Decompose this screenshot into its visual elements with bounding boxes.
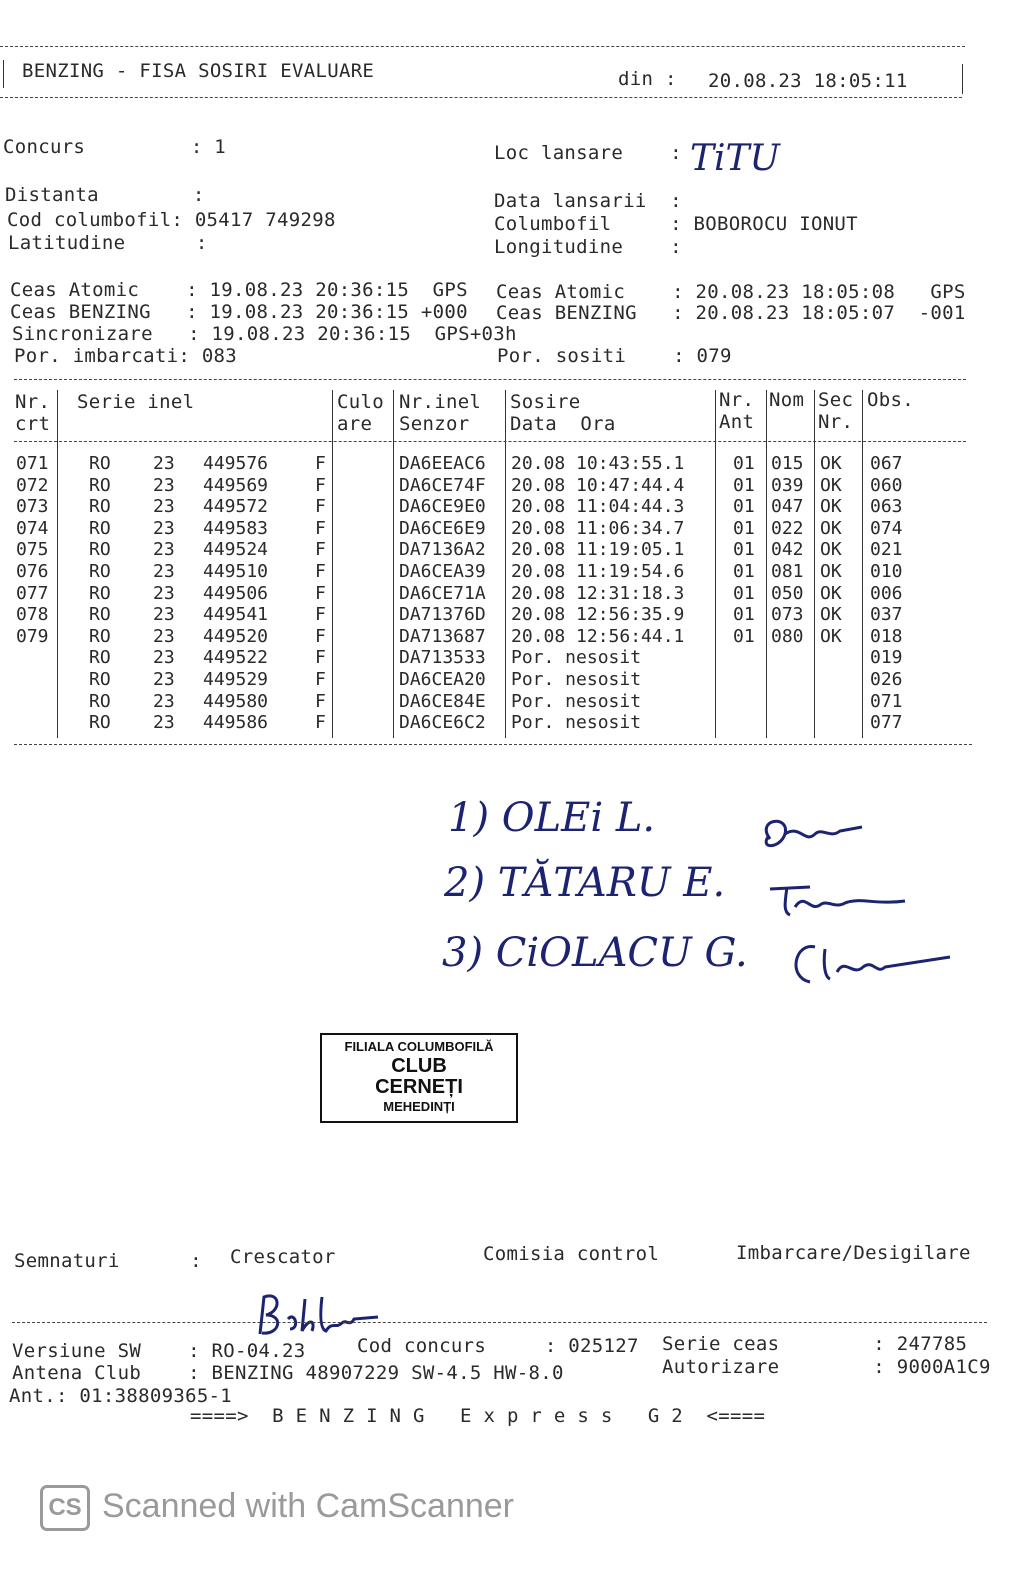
cell-obs: 018 xyxy=(870,625,903,647)
footer-express: ====> B E N Z I N G E x p r e s s G 2 <==== xyxy=(190,1405,766,1427)
cell-obs: 067 xyxy=(870,453,903,474)
sig-semnaturi: Semnaturi : xyxy=(14,1250,202,1272)
cell-tara: RO xyxy=(89,712,111,734)
cell-ant: 01 xyxy=(733,625,755,647)
col-sep-8 xyxy=(862,390,863,738)
table-top-rule xyxy=(14,379,966,380)
th-culoare-2: are xyxy=(337,413,373,435)
cell-senzor: DA6CEA20 xyxy=(399,669,486,690)
footer-top-rule xyxy=(12,1322,987,1323)
cell-nr: 075 xyxy=(16,539,49,561)
cell-inel: 449506 xyxy=(203,582,269,604)
cell-sex: F xyxy=(315,474,326,496)
cell-inel: 449580 xyxy=(203,690,269,712)
cell-sec: OK xyxy=(820,539,842,561)
handwritten-line-2: 2) TĂTARU E. xyxy=(444,860,726,906)
cell-an: 23 xyxy=(153,561,175,582)
info-latitudine: Latitudine : xyxy=(8,232,208,254)
cell-tara: RO xyxy=(89,690,111,712)
cell-sex: F xyxy=(315,712,326,734)
cell-nom: 015 xyxy=(771,453,804,474)
info-longitudine: Longitudine : xyxy=(494,236,682,258)
cell-sex: F xyxy=(315,453,326,474)
th-data-ora: Data Ora xyxy=(510,413,616,435)
cell-sosire: 20.08 12:56:44.1 xyxy=(511,625,685,647)
cell-sosire: 20.08 10:47:44.4 xyxy=(511,474,685,496)
header-din-label: din : xyxy=(618,68,677,90)
cell-sosire: 20.08 11:19:05.1 xyxy=(511,539,685,561)
cell-sex: F xyxy=(315,561,326,582)
col-sep-3 xyxy=(393,390,394,738)
cell-nom: 039 xyxy=(771,474,804,496)
cell-senzor: DA713533 xyxy=(399,647,486,669)
info-ceas-atomic-right: Ceas Atomic : 20.08.23 18:05:08 GPS xyxy=(496,281,966,303)
info-sincronizare: Sincronizare : 19.08.23 20:36:15 GPS+03h xyxy=(12,323,517,345)
cell-senzor: DA7136A2 xyxy=(399,539,486,561)
cell-an: 23 xyxy=(153,647,175,669)
cell-nom: 073 xyxy=(771,604,804,626)
info-columbofil: Columbofil : BOBOROCU IONUT xyxy=(494,213,858,235)
cell-obs: 021 xyxy=(870,539,903,561)
cell-tara: RO xyxy=(89,517,111,539)
info-concurs: Concurs : 1 xyxy=(3,136,227,158)
cell-sec: OK xyxy=(820,517,842,539)
header-din-value: 20.08.23 18:05:11 xyxy=(708,70,908,92)
col-sep-6 xyxy=(766,390,767,738)
cell-nom: 042 xyxy=(771,539,804,561)
cell-an: 23 xyxy=(153,539,175,561)
cell-inel: 449510 xyxy=(203,561,269,582)
cell-inel: 449569 xyxy=(203,474,269,496)
header-bottom-rule xyxy=(0,97,962,98)
cell-sex: F xyxy=(315,625,326,647)
cell-sex: F xyxy=(315,647,326,669)
cell-ant: 01 xyxy=(733,496,755,518)
th-nr-inel: Nr.inel xyxy=(399,391,482,413)
th-obs: Obs. xyxy=(867,389,914,411)
cell-ant: 01 xyxy=(733,517,755,539)
th-sec: Sec xyxy=(818,389,854,411)
cell-tara: RO xyxy=(89,453,111,474)
cell-senzor: DA6CEA39 xyxy=(399,561,486,582)
cell-an: 23 xyxy=(153,712,175,734)
cell-senzor: DA713687 xyxy=(399,625,486,647)
cell-an: 23 xyxy=(153,582,175,604)
footer-autorizare: Autorizare : 9000A1C9 xyxy=(662,1356,991,1378)
cell-tara: RO xyxy=(89,539,111,561)
footer-versiune: Versiune SW : RO-04.23 xyxy=(12,1340,306,1362)
th-sosire: Sosire xyxy=(510,391,581,413)
cell-sosire: Por. nesosit xyxy=(511,690,642,712)
cell-inel: 449586 xyxy=(203,712,269,734)
info-data-lansarii: Data lansarii : xyxy=(494,190,682,212)
signature-scribble-2 xyxy=(755,858,910,926)
th-nr: Nr. xyxy=(15,391,51,413)
cell-obs: 071 xyxy=(870,690,903,712)
cell-nom: 022 xyxy=(771,517,804,539)
cell-obs: 010 xyxy=(870,561,903,582)
cell-an: 23 xyxy=(153,690,175,712)
cell-nr: 077 xyxy=(16,582,49,604)
table-header-rule xyxy=(14,441,966,442)
cell-inel: 449572 xyxy=(203,496,269,518)
cell-obs: 063 xyxy=(870,496,903,518)
cell-tara: RO xyxy=(89,669,111,690)
signature-scribble-3 xyxy=(775,918,955,996)
club-stamp xyxy=(320,1033,518,1123)
cell-sex: F xyxy=(315,690,326,712)
header-title: BENZING - FISA SOSIRI EVALUARE xyxy=(22,60,375,82)
cell-senzor: DA6CE84E xyxy=(399,690,486,712)
sig-imbarcare: Imbarcare/Desigilare xyxy=(736,1242,971,1264)
info-por-imbarcati: Por. imbarcati: 083 xyxy=(14,345,238,367)
th-nom: Nom xyxy=(769,389,805,411)
cell-an: 23 xyxy=(153,453,175,474)
handwritten-line-1: 1) OLEi L. xyxy=(448,795,656,841)
cell-sec: OK xyxy=(820,496,842,518)
cell-sosire: 20.08 12:56:35.9 xyxy=(511,604,685,626)
header-top-rule xyxy=(0,46,965,47)
cell-senzor: DA6CE71A xyxy=(399,582,486,604)
cell-an: 23 xyxy=(153,625,175,647)
header-right-border xyxy=(962,64,963,94)
cell-obs: 037 xyxy=(870,604,903,626)
th-sec-nr: Nr. xyxy=(818,411,854,433)
cell-senzor: DA6EEAC6 xyxy=(399,453,486,474)
cell-an: 23 xyxy=(153,669,175,690)
cell-inel: 449529 xyxy=(203,669,269,690)
cell-nr: 071 xyxy=(16,453,49,474)
cell-nr: 078 xyxy=(16,604,49,626)
footer-cod-concurs: Cod concurs : 025127 xyxy=(357,1335,639,1357)
cell-sec: OK xyxy=(820,453,842,474)
cell-sec: OK xyxy=(820,474,842,496)
cell-nr: 072 xyxy=(16,474,49,496)
info-cod-columbofil: Cod columbofil: 05417 749298 xyxy=(7,209,336,231)
cell-inel: 449576 xyxy=(203,453,269,474)
cell-sosire: 20.08 11:19:54.6 xyxy=(511,561,685,582)
cell-nom: 080 xyxy=(771,625,804,647)
cell-sosire: 20.08 11:06:34.7 xyxy=(511,517,685,539)
th-senzor: Senzor xyxy=(399,413,470,435)
footer-ant: Ant.: 01:38809365-1 xyxy=(9,1385,233,1407)
cell-senzor: DA6CE6E9 xyxy=(399,517,486,539)
cell-ant: 01 xyxy=(733,582,755,604)
cell-tara: RO xyxy=(89,474,111,496)
signature-scribble-1 xyxy=(740,790,870,863)
handwritten-line-3: 3) CiOLACU G. xyxy=(442,930,748,976)
cell-ant: 01 xyxy=(733,453,755,474)
cell-senzor: DA6CE9E0 xyxy=(399,496,486,518)
sig-crescator: Crescator xyxy=(230,1246,336,1268)
camscanner-text: Scanned with CamScanner xyxy=(102,1486,515,1525)
cell-nr: 076 xyxy=(16,561,49,582)
cell-sosire: Por. nesosit xyxy=(511,647,642,669)
col-sep-2 xyxy=(332,390,333,738)
cell-nom: 050 xyxy=(771,582,804,604)
cell-obs: 006 xyxy=(870,582,903,604)
col-sep-1 xyxy=(57,390,58,738)
info-loc-lansare-label: Loc lansare : xyxy=(494,142,682,164)
cell-inel: 449522 xyxy=(203,647,269,669)
cell-obs: 060 xyxy=(870,474,903,496)
info-ceas-benzing-right: Ceas BENZING : 20.08.23 18:05:07 -001 xyxy=(496,302,966,324)
cell-sex: F xyxy=(315,669,326,690)
stamp-line-2: CLUB xyxy=(391,1054,447,1077)
cell-ant: 01 xyxy=(733,539,755,561)
cell-an: 23 xyxy=(153,496,175,518)
cell-nom: 081 xyxy=(771,561,804,582)
info-loc-lansare-handwritten: TiTU xyxy=(690,138,780,179)
cell-sosire: 20.08 11:04:44.3 xyxy=(511,496,685,518)
th-crt: crt xyxy=(15,413,51,435)
cell-tara: RO xyxy=(89,496,111,518)
th-culoare-1: Culo xyxy=(337,391,384,413)
cell-sosire: 20.08 12:31:18.3 xyxy=(511,582,685,604)
cell-an: 23 xyxy=(153,474,175,496)
col-sep-5 xyxy=(715,390,716,738)
cell-sex: F xyxy=(315,517,326,539)
cell-nom: 047 xyxy=(771,496,804,518)
table-bottom-rule xyxy=(14,744,972,745)
info-ceas-atomic-left: Ceas Atomic : 19.08.23 20:36:15 GPS xyxy=(10,279,468,301)
cell-senzor: DA6CE74F xyxy=(399,474,486,496)
cell-tara: RO xyxy=(89,647,111,669)
footer-serie-ceas: Serie ceas : 247785 xyxy=(662,1333,968,1355)
cell-obs: 019 xyxy=(870,647,903,669)
th-ant: Ant xyxy=(719,411,755,433)
cell-ant: 01 xyxy=(733,474,755,496)
header-left-border xyxy=(3,60,4,88)
col-sep-4 xyxy=(505,390,506,738)
cell-sec: OK xyxy=(820,604,842,626)
cell-senzor: DA6CE6C2 xyxy=(399,712,486,734)
cell-sec: OK xyxy=(820,625,842,647)
cell-tara: RO xyxy=(89,604,111,626)
cell-inel: 449583 xyxy=(203,517,269,539)
cell-sex: F xyxy=(315,604,326,626)
th-serie-inel: Serie inel xyxy=(77,391,195,413)
cell-inel: 449541 xyxy=(203,604,269,626)
cell-nr: 073 xyxy=(16,496,49,518)
th-nr-ant: Nr. xyxy=(719,389,755,411)
cell-sec: OK xyxy=(820,582,842,604)
stamp-line-4: MEHEDINȚI xyxy=(383,1098,455,1114)
sig-comisia: Comisia control xyxy=(483,1243,660,1265)
camscanner-logo-icon: CS xyxy=(40,1485,90,1531)
info-por-sositi: Por. sositi : 079 xyxy=(497,345,732,367)
cell-sosire: Por. nesosit xyxy=(511,669,642,690)
cell-tara: RO xyxy=(89,625,111,647)
info-ceas-benzing-left: Ceas BENZING : 19.08.23 20:36:15 +000 xyxy=(10,301,468,323)
cell-nr: 074 xyxy=(16,517,49,539)
cell-obs: 077 xyxy=(870,712,903,734)
cell-sec: OK xyxy=(820,561,842,582)
cell-obs: 074 xyxy=(870,517,903,539)
cell-inel: 449520 xyxy=(203,625,269,647)
cell-ant: 01 xyxy=(733,561,755,582)
footer-antena: Antena Club : BENZING 48907229 SW-4.5 HW-8.0 xyxy=(12,1362,564,1384)
cell-sex: F xyxy=(315,539,326,561)
cell-obs: 026 xyxy=(870,669,903,690)
stamp-line-3: CERNEȚI xyxy=(375,1075,463,1098)
info-distanta: Distanta : xyxy=(5,184,205,206)
cell-sosire: Por. nesosit xyxy=(511,712,642,734)
cell-nr: 079 xyxy=(16,625,49,647)
cell-inel: 449524 xyxy=(203,539,269,561)
camscanner-watermark xyxy=(40,1485,514,1531)
stamp-line-1: FILIALA COLUMBOFILĂ xyxy=(344,1039,494,1054)
cell-tara: RO xyxy=(89,582,111,604)
cell-an: 23 xyxy=(153,517,175,539)
cell-ant: 01 xyxy=(733,604,755,626)
cell-sosire: 20.08 10:43:55.1 xyxy=(511,453,685,474)
col-sep-7 xyxy=(814,390,815,738)
cell-sex: F xyxy=(315,496,326,518)
cell-senzor: DA71376D xyxy=(399,604,486,626)
cell-sex: F xyxy=(315,582,326,604)
cell-tara: RO xyxy=(89,561,111,582)
cell-an: 23 xyxy=(153,604,175,626)
